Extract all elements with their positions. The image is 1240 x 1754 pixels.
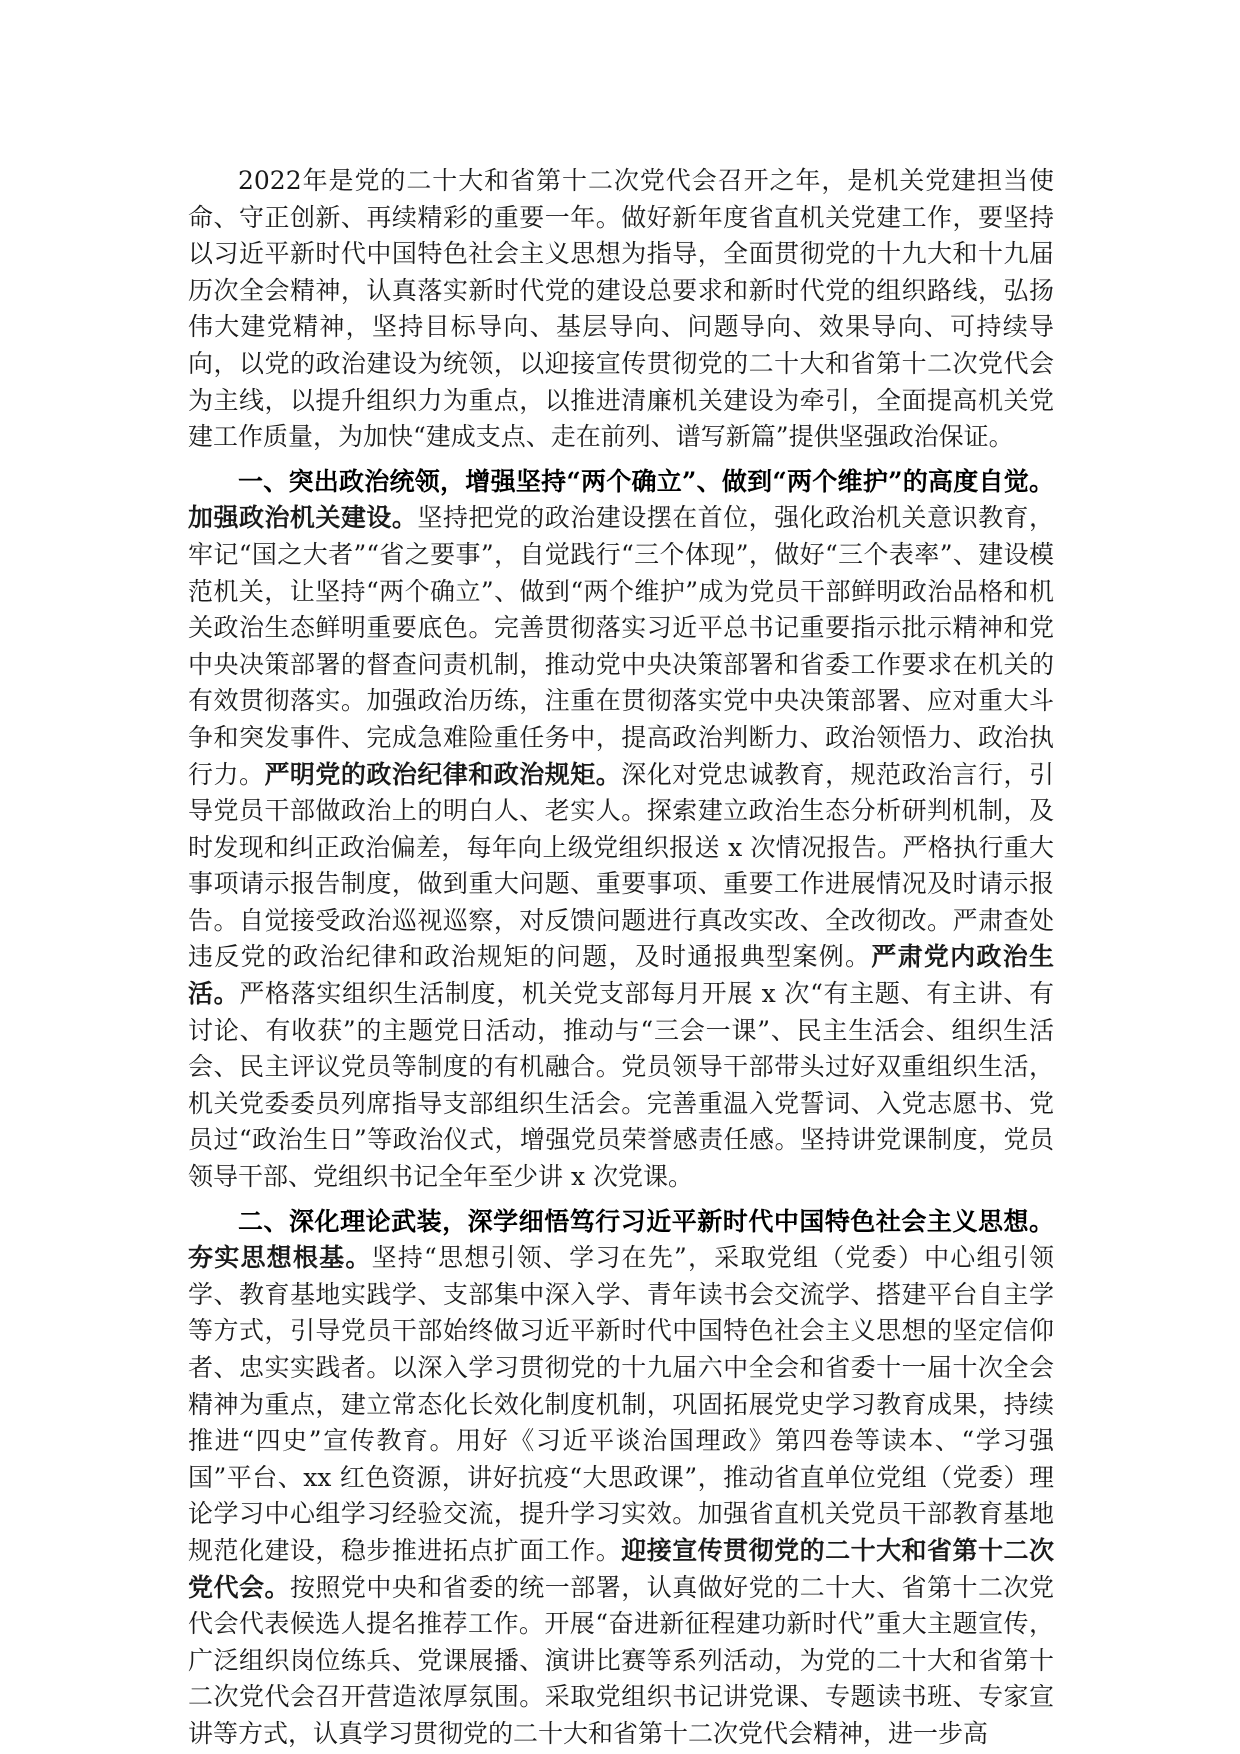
section-1-text-1: 坚持把党的政治建设摆在首位，强化政治机关意识教育，牢记“国之大者”“省之要事”，自觉践行“三个体现”，做好“三个表率”、建设模范机关，让坚持“两个确立”、做到“两个维护”成为党员干部鲜明政治品格和机关政治生态鲜明重要底色。完善贯彻落实习近平总书记重要指示批示精神和党中央决策部署的督查问责机制，推动党中央决策部署和省委工作要求在机关的有效贯彻落实。加强政治历练，注重在贯彻落实党中央决策部署、应对重大斗争和突发事件、完成急难险重任务中，提高政治判断力、政治领悟力、政治执行力。 — [188, 503, 1054, 789]
section-2-paragraph — [188, 1204, 1054, 1753]
section-1-text-3: 严格落实组织生活制度，机关党支部每月开展 x 次“有主题、有主讲、有讨论、有收获”的主题党日活动，推动与“三会一课”、民主生活会、组织生活会、民主评议党员等制度的有机融合。党员领导干部带头过好双重组织生活，机关党委委员列席指导支部组织生活会。完善重温入党誓词、入党志愿书、党员过“政治生日”等政治仪式，增强党员荣誉感责任感。坚持讲党课制度，党员领导干部、党组织书记全年至少讲 x 次党课。 — [188, 979, 1054, 1192]
section-1-paragraph — [188, 464, 1054, 1196]
intro-paragraph: 2022年是党的二十大和省第十二次党代会召开之年，是机关党建担当使命、守正创新、再续精彩的重要一年。做好新年度省直机关党建工作，要坚持以习近平新时代中国特色社会主义思想为指导，全面贯彻党的十九大和十九届历次全会精神，认真落实新时代党的建设总要求和新时代党的组织路线，弘扬伟大建党精神，坚持目标导向、基层导向、问题导向、效果导向、可持续导向，以党的政治建设为统领，以迎接宣传贯彻党的二十大和省第十二次党代会为主线，以提升组织力为重点，以推进清廉机关建设为牵引，全面提高机关党建工作质量，为加快“建成支点、走在前列、谱写新篇”提供坚强政治保证。 — [188, 166, 1054, 452]
section-1-text-2: 深化对党忠诚教育，规范政治言行，引导党员干部做政治上的明白人、老实人。探索建立政治生态分析研判机制，及时发现和纠正政治偏差，每年向上级党组织报送 x 次情况报告。严格执行重大事项请示报告制度，做到重大问题、重要事项、重要工作进展情况及时请示报告。自觉接受政治巡视巡察，对反馈问题进行真改实改、全改彻改。严肃查处违反党的政治纪律和政治规矩的问题，及时通报典型案例。 — [188, 759, 1054, 972]
section-2-subheading-1: 夯实思想根基。 — [188, 1243, 372, 1273]
section-1-heading: 一、突出政治统领，增强坚持“两个确立”、做到“两个维护”的高度自觉。 — [238, 466, 1054, 496]
section-2-text-1: 坚持“思想引领、学习在先”，采取党组（党委）中心组引领学、教育基地实践学、支部集中深入学、青年读书会交流学、搭建平台自主学等方式，引导党员干部始终做习近平新时代中国特色社会主义思想的坚定信仰者、忠实实践者。以深入学习贯彻党的十九届六中全会和省委十一届十次全会精神为重点，建立常态化长效化制度机制，巩固拓展党史学习教育成果，持续推进“四史”宣传教育。用好《习近平谈治国理政》第四卷等读本、“学习强国”平台、xx 红色资源，讲好抗疫“大思政课”，推动省直单位党组（党委）理论学习中心组学习经验交流，提升学习实效。加强省直机关党员干部教育基地规范化建设，稳步推进拓点扩面工作。 — [188, 1243, 1054, 1565]
section-1-subheading-1: 加强政治机关建设。 — [188, 503, 418, 533]
document-page — [188, 163, 1054, 1753]
section-1-subheading-2: 严明党的政治纪律和政治规矩。 — [264, 759, 622, 789]
section-2-subheading-2: 迎接宣传贯彻党的二十大和省第十二次党代会。 — [188, 1535, 1054, 1602]
section-2-heading: 二、深化理论武装，深学细悟笃行习近平新时代中国特色社会主义思想。 — [238, 1206, 1054, 1236]
section-2-text-2: 按照党中央和省委的统一部署，认真做好党的二十大、省第十二次党代会代表候选人提名推荐工作。开展“奋进新征程建功新时代”重大主题宣传，广泛组织岗位练兵、党课展播、演讲比赛等系列活动，为党的二十大和省第十二次党代会召开营造浓厚氛围。采取党组织书记讲党课、专题读书班、专家宣讲等方式，认真学习贯彻党的二十大和省第十二次党代会精神，进一步高 — [188, 1572, 1054, 1748]
section-1-subheading-3: 严肃党内政治生活。 — [188, 942, 1054, 1009]
